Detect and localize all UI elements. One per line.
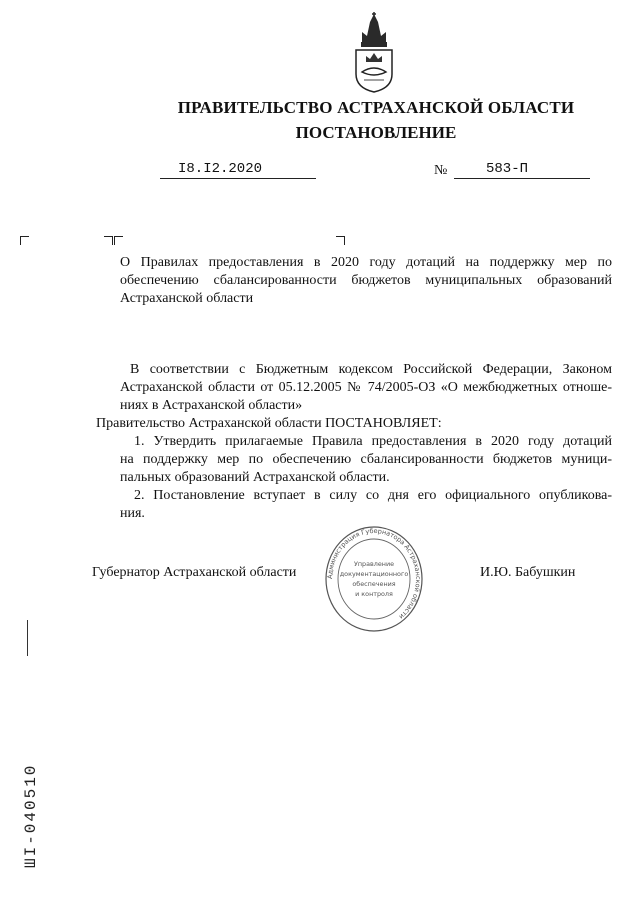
body-line: Астраханской области от 05.12.2005 № 74/2005-ОЗ «О межбюджетных отноше- [120, 380, 612, 395]
body-line: пальных образований Астраханской области. [120, 470, 390, 485]
resolution-body [96, 361, 612, 523]
stamp-line: обеспечения [352, 580, 396, 588]
number-sign: № [434, 163, 448, 178]
serial-number: ШI-040510 [22, 763, 40, 868]
stamp-line: документационного [339, 570, 409, 578]
body-line: ниях в Астраханской области» [120, 398, 303, 413]
document-number: 583-П [486, 161, 529, 177]
document-date: I8.I2.2020 [178, 161, 263, 177]
body-line: В соответствии с Бюджетным кодексом Российской Федерации, Законом [130, 362, 612, 377]
stamp-line: и контроля [355, 590, 393, 598]
document-type: ПОСТАНОВЛЕНИЕ [295, 123, 457, 142]
title-line: Астраханской области [120, 291, 254, 306]
signatory-name: И.Ю. Бабушкин [480, 565, 576, 580]
corner-mark-left [20, 236, 29, 245]
stamp-line: Управление [353, 560, 395, 568]
body-line: ния. [120, 506, 145, 521]
signatory-position: Губернатор Астраханской области [92, 565, 297, 580]
title-line: О Правилах предоставления в 2020 году дотаций на поддержку мер по [120, 255, 612, 270]
title-line: обеспечению сбалансированности бюджетов муниципальных образований [120, 273, 612, 288]
organization-title: ПРАВИТЕЛЬСТВО АСТРАХАНСКОЙ ОБЛАСТИ [177, 98, 575, 117]
corner-mark-title-left [104, 236, 113, 245]
official-stamp [324, 524, 424, 634]
body-line: 2. Постановление вступает в силу со дня его официального опубликова- [134, 488, 612, 503]
date-underline [160, 178, 316, 179]
body-line: на поддержку мер по обеспечению сбалансированности бюджетов муници- [120, 452, 612, 467]
corner-mark-title-right [336, 236, 345, 245]
corner-mark-title-left-2 [114, 236, 123, 245]
margin-line [27, 620, 28, 656]
body-line: Правительство Астраханской области ПОСТАНОВЛЯЕТ: [96, 416, 442, 431]
stamp-outer-text: Администрация Губернатора Астраханской области [325, 526, 423, 621]
body-line: 1. Утвердить прилагаемые Правила предоставления в 2020 году дотаций [134, 434, 612, 449]
coat-of-arms-emblem [350, 12, 398, 94]
number-underline [454, 178, 590, 179]
resolution-title [120, 254, 612, 308]
